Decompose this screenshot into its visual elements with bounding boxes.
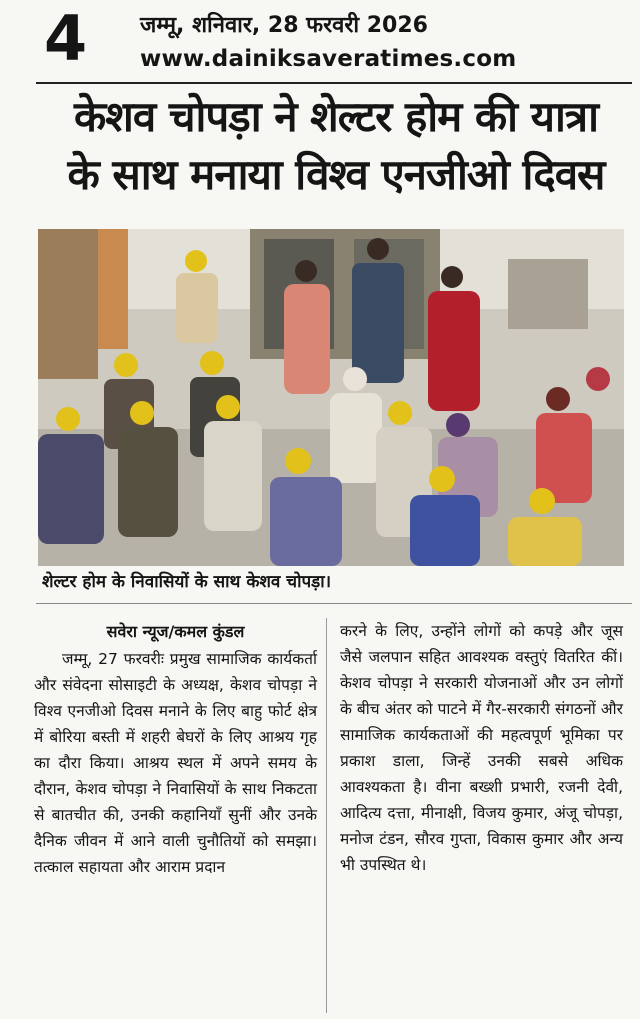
page-number: 4	[44, 2, 88, 75]
website-url: www.dainiksaveratimes.com	[140, 46, 517, 72]
caption-rule	[36, 603, 632, 604]
article-column-right	[340, 618, 623, 878]
headline	[36, 88, 636, 204]
byline: सवेरा न्यूज/कमल कुंडल	[106, 622, 245, 641]
photo-illustration	[38, 229, 624, 566]
article-body-left: जम्मू, 27 फरवरीः प्रमुख सामाजिक कार्यकर्ता और संवेदना सोसाइटी के अध्यक्ष, केशव चोपड़ा ने विश्व एनजीओ दिवस मनाने के लिए बाहु फोर्ट क्षेत्र में बोरिया बस्ती में शहरी बेघरों के लिए आश्रय गृह का दौरा किया। आश्रय स्थल में अपने समय के दौरान, केशव चोपड़ा ने निवासियों के साथ निकटता से बातचीत की, उनकी कहानियाँ सुनीं और उनके दैनिक जीवन में आने वाली चुनौतियों को समझा। तत्काल सहायता और आराम प्रदान	[34, 650, 317, 876]
article-column-left	[34, 618, 317, 880]
headline-line-1: केशव चोपड़ा ने शेल्टर होम की यात्रा	[74, 92, 598, 141]
dateline: जम्मू, शनिवार, 28 फरवरी 2026	[140, 13, 428, 38]
news-photo	[38, 229, 624, 566]
header-rule	[36, 82, 632, 84]
article-body-right: करने के लिए, उन्होंने लोगों को कपड़े और जूस जैसे जलपान सहित आवश्यक वस्तुएं वितरित कीं। केशव चोपड़ा ने सरकारी योजनाओं और उन लोगों के बीच अंतर को पाटने में गैर-सरकारी संगठनों और सामाजिक कार्यकताओं की महत्वपूर्ण भूमिका पर प्रकाश डाला, जिन्हें उनकी सबसे अधिक आवश्यकता है। वीना बख्शी प्रभारी, रजनी देवी, आदित्य दत्ता, मीनाक्षी, विजय कुमार, अंजू चोपड़ा, मनोज टंडन, सौरव गुप्ता, विकास कुमार और अन्य भी उपस्थित थे।	[340, 622, 623, 874]
photo-caption: शेल्टर होम के निवासियों के साथ केशव चोपड़ा।	[36, 568, 638, 596]
column-divider	[326, 618, 327, 1013]
headline-line-2: के साथ मनाया विश्व एनजीओ दिवस	[67, 150, 605, 199]
